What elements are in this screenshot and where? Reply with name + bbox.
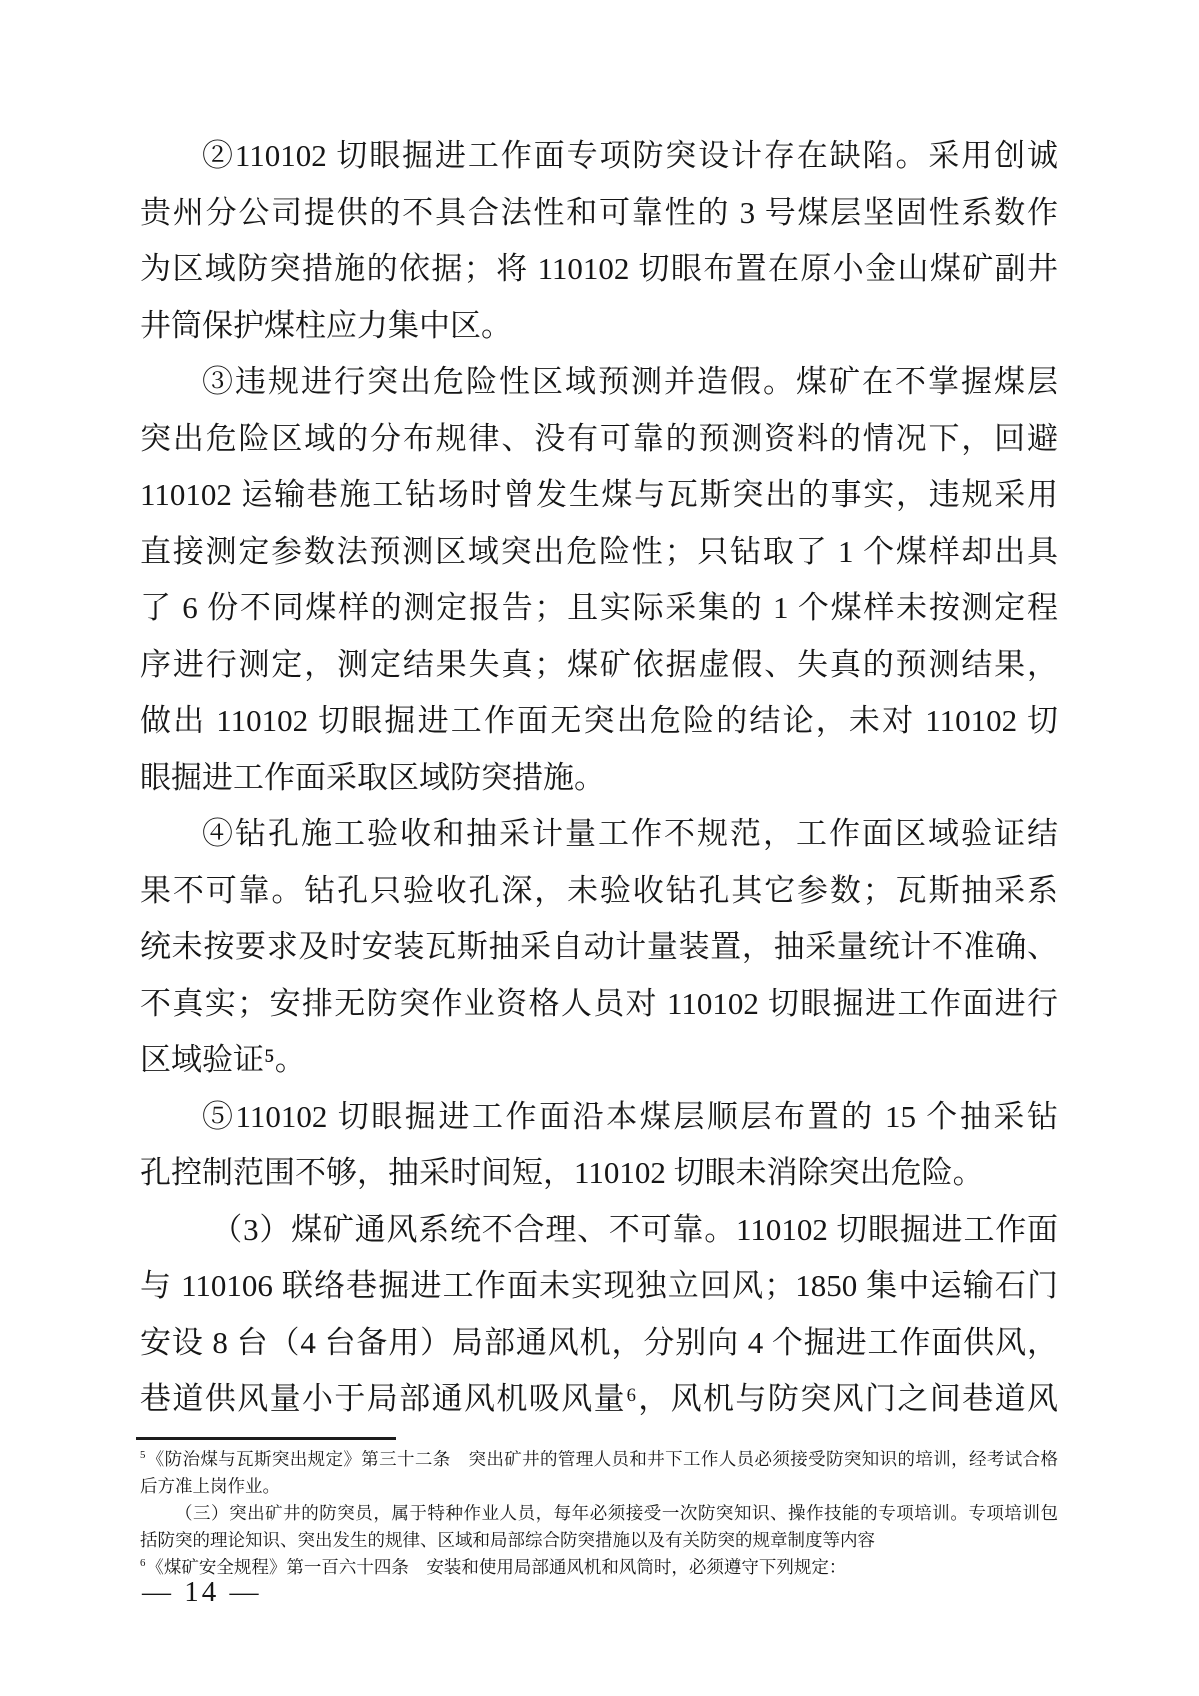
body-text-line: ③违规进行突出危险性区域预测并造假。煤矿在不掌握煤层	[202, 364, 1058, 399]
body-text-line: 井筒保护煤柱应力集中区。	[140, 307, 512, 343]
body-text-line: ④钻孔施工验收和抽采计量工作不规范，工作面区域验证结	[202, 816, 1058, 851]
footnotes-section	[140, 1446, 1058, 1581]
footnote-marker: 5	[140, 1449, 146, 1462]
body-text-line: 序进行测定，测定结果失真；煤矿依据虚假、失真的预测结果，	[140, 646, 1058, 682]
body-text-line: ⑤110102 切眼掘进工作面沿本煤层顺层布置的 15 个抽采钻	[202, 1098, 1058, 1134]
body-text-line: 孔控制范围不够，抽采时间短，110102 切眼未消除突出危险。	[140, 1155, 984, 1190]
paragraph	[140, 1089, 1058, 1202]
body-text-line: 110102 运输巷施工钻场时曾发生煤与瓦斯突出的事实，违规采用	[140, 477, 1058, 512]
paragraph	[140, 128, 1058, 354]
body-text-line: 做出 110102 切眼掘进工作面无突出危险的结论，未对 110102 切	[140, 703, 1058, 738]
body-text-line: 巷道供风量小于局部通风机吸风量⁶，风机与防突风门之间巷道风	[140, 1381, 1058, 1416]
page-number: — 14 —	[142, 1576, 262, 1608]
footnote-line: $^6$《煤矿安全规程》第一百六十四条 安装和使用局部通风机和风筒时，必须遵守下列规定：	[140, 1557, 847, 1577]
body-text-line: 眼掘进工作面采取区域防突措施。	[140, 759, 605, 795]
paragraph	[140, 354, 1058, 806]
body-text-line: 贵州分公司提供的不具合法性和可靠性的 3 号煤层坚固性系数作	[140, 194, 1058, 230]
body-text-line: 与 110106 联络巷掘进工作面未实现独立回风；1850 集中运输石门	[140, 1268, 1058, 1303]
body-text-line: 为区域防突措施的依据；将 110102 切眼布置在原小金山煤矿副井	[140, 251, 1058, 286]
footnote-item	[140, 1446, 1058, 1554]
body-text-line: （3）煤矿通风系统不合理、不可靠。110102 切眼掘进工作面	[211, 1211, 1058, 1247]
paragraph	[140, 806, 1058, 1089]
body-text-line: 区域验证⁵。	[140, 1042, 306, 1077]
footnote-separator	[136, 1437, 396, 1440]
footnote-marker: 6	[140, 1557, 146, 1570]
body-text-line: 统未按要求及时安装瓦斯抽采自动计量装置，抽采量统计不准确、	[140, 929, 1058, 964]
body-text-line: 突出危险区域的分布规律、没有可靠的预测资料的情况下，回避	[140, 420, 1058, 456]
paragraph	[140, 1202, 1058, 1428]
body-text-line: 了 6 份不同煤样的测定报告；且实际采集的 1 个煤样未按测定程	[140, 590, 1058, 625]
document-body	[140, 128, 1058, 1428]
footnote-line: 括防突的理论知识、突出发生的规律、区域和局部综合防突措施以及有关防突的规章制度等内容	[140, 1530, 875, 1550]
body-text-line: 不真实；安排无防突作业资格人员对 110102 切眼掘进工作面进行	[140, 985, 1058, 1021]
footnote-line: $^5$《防治煤与瓦斯突出规定》第三十二条 突出矿井的管理人员和井下工作人员必须接受防突知识的培训，经考试合格	[140, 1449, 1058, 1469]
footnote-line: （三）突出矿井的防突员，属于特种作业人员，每年必须接受一次防突知识、操作技能的专项培训。专项培训包	[175, 1503, 1058, 1523]
footnote-item	[140, 1554, 1058, 1581]
body-text-line: 安设 8 台（4 台备用）局部通风机，分别向 4 个掘进工作面供风，	[140, 1324, 1058, 1360]
footnote-line: 后方准上岗作业。	[140, 1476, 280, 1496]
body-text-line: ②110102 切眼掘进工作面专项防突设计存在缺陷。采用创诚	[202, 138, 1058, 173]
body-text-line: 果不可靠。钻孔只验收孔深，未验收钻孔其它参数；瓦斯抽采系	[140, 872, 1058, 908]
body-text-line: 直接测定参数法预测区域突出危险性；只钻取了 1 个煤样却出具	[140, 533, 1058, 569]
